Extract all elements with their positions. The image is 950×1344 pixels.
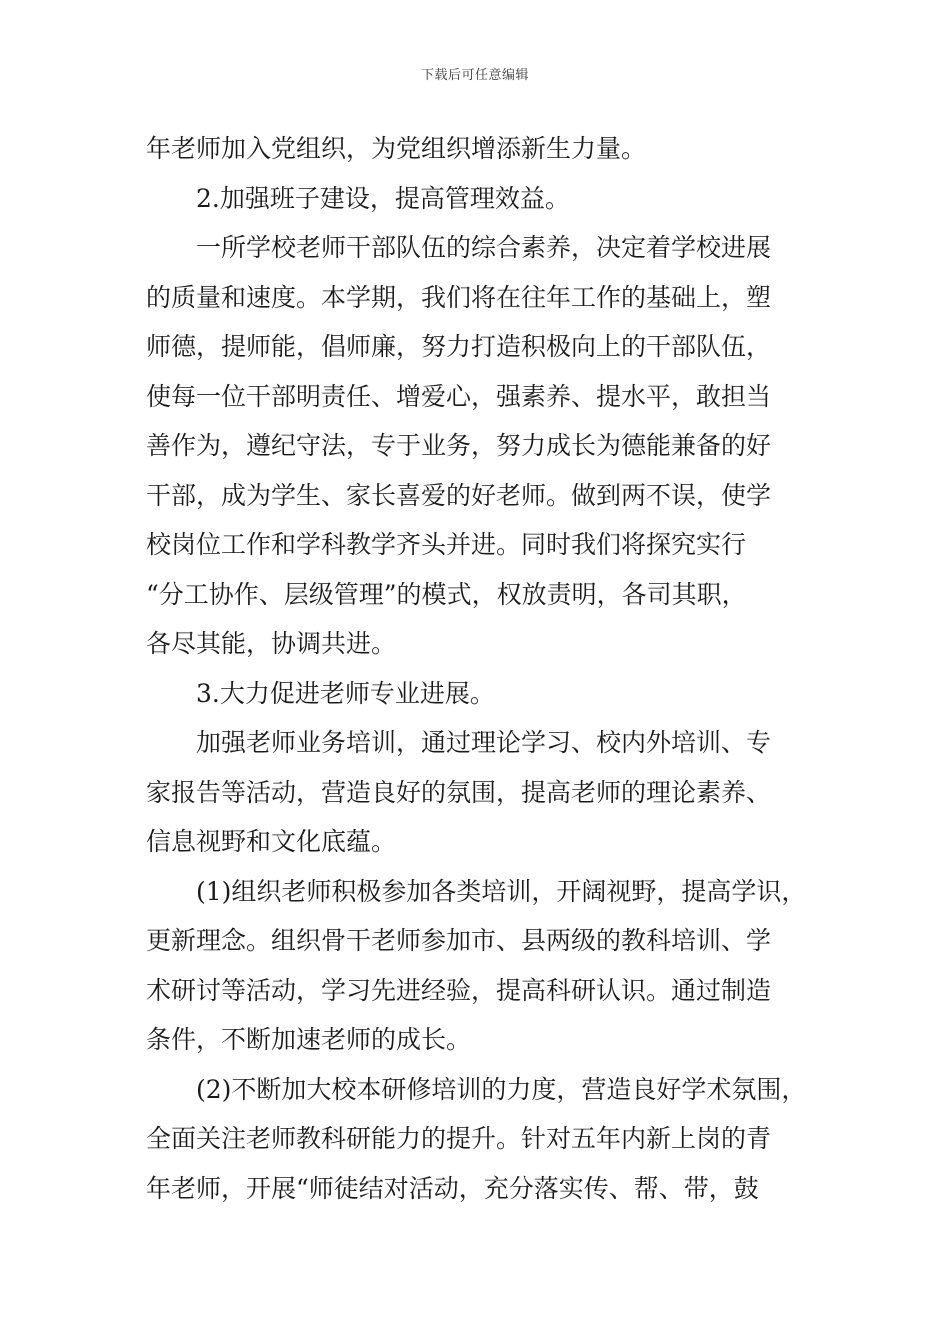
text-line: 干部，成为学生、家长喜爱的好老师。做到两不误，使学 <box>146 480 772 510</box>
text-line: 一所学校老师干部队伍的综合素养，决定着学校进展 <box>196 233 772 262</box>
text-line: 信息视野和文化底蕴。 <box>146 827 397 856</box>
text-line: 善作为，遵纪守法，专于业务，努力成长为德能兼备的好 <box>146 431 772 460</box>
list-item: (2)不断加大校本研修培训的力度，营造良好学术氛围， <box>196 1074 807 1104</box>
text-line: 年老师，开展“师徒结对活动，充分落实传、帮、带，鼓 <box>146 1173 759 1203</box>
text-line: 使每一位干部明责任、增爱心，强素养、提水平，敢担当 <box>146 381 772 411</box>
text-line: 更新理念。组织骨干老师参加市、县两级的教科培训、学 <box>146 926 772 955</box>
section-heading: 2.加强班子建设，提高管理效益。 <box>196 183 570 213</box>
section-heading: 3.大力促进老师专业进展。 <box>196 678 495 708</box>
text-line: 条件，不断加速老师的成长。 <box>146 1025 472 1054</box>
list-item: (1)组织老师积极参加各类培训，开阔视野，提高学识， <box>196 876 807 906</box>
text-line: 家报告等活动，营造良好的氛围，提高老师的理论素养、 <box>146 777 772 807</box>
text-line: “分工协作、层级管理”的模式，权放责明，各司其职， <box>146 579 747 609</box>
text-line: 各尽其能，协调共进。 <box>146 629 397 658</box>
text-line: 年老师加入党组织，为党组织增添新生力量。 <box>146 134 647 163</box>
text-line: 校岗位工作和学科教学齐头并进。同时我们将探究实行 <box>146 530 747 559</box>
text-line: 的质量和速度。本学期，我们将在往年工作的基础上，塑 <box>146 282 772 312</box>
document-body <box>146 124 822 1213</box>
text-line: 全面关注老师教科研能力的提升。针对五年内新上岗的青 <box>146 1124 772 1153</box>
text-line: 加强老师业务培训，通过理论学习、校内外培训、专 <box>196 728 772 757</box>
text-line: 术研讨等活动，学习先进经验，提高科研认识。通过制造 <box>146 975 772 1005</box>
page-header: 下载后可任意编辑 <box>420 68 529 83</box>
text-line: 师德，提师能，倡师廉，努力打造积极向上的干部队伍， <box>146 332 772 361</box>
